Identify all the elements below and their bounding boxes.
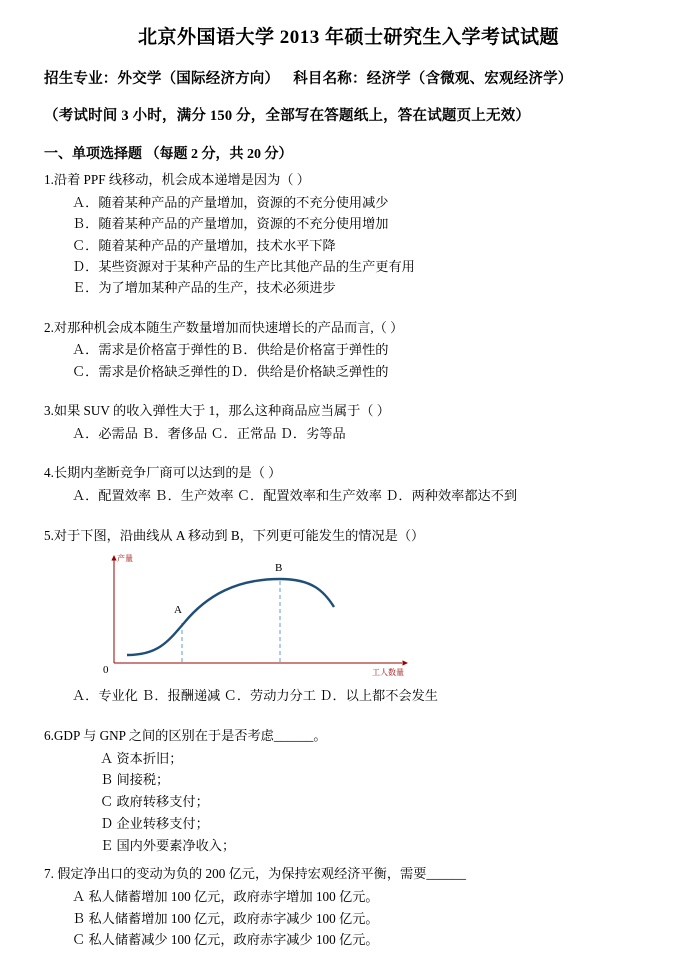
question-5 [44,526,653,707]
question-option: Ｃ 政府转移支付； [100,794,209,810]
question-stem: 5.对于下图，沿曲线从 A 移动到 B，下列更可能发生的情况是（） [44,527,425,543]
question-option: Ｄ 企业转移支付； [100,815,209,831]
question-option: Ｄ．某些资源对于某种产品的生产比其他产品的生产更有用 [72,258,415,274]
production-curve-svg [72,551,452,683]
question-2 [44,318,653,383]
question-1 [44,170,653,299]
question-7 [44,864,653,950]
point-b-label: B [275,562,283,575]
y-axis-label: 产量 [117,554,133,564]
question-stem: 2.对那种机会成本随生产数量增加而快速增长的产品而言,（ ） [44,319,404,335]
question-option: Ａ．专业化 Ｂ．报酬递减 Ｃ．劳动力分工 Ｄ．以上都不会发生 [72,688,438,704]
production-curve [127,579,334,655]
exam-notice: （考试时间 3 小时，满分 150 分，全部写在答题纸上，答在试题页上无效） [44,108,531,124]
question-6 [44,726,653,857]
origin-label: 0 [103,664,109,677]
question-stem: 1.沿着 PPF 线移动，机会成本递增是因为（ ） [44,172,310,187]
question-option: Ｂ．随着某种产品的产量增加，资源的不充分使用增加 [72,216,389,232]
section-heading: 一、单项选择题 （每题 2 分，共 20 分） [44,147,293,162]
question-option: Ｅ．为了增加某种产品的生产，技术必须进步 [72,280,336,296]
question-stem: 6.GDP 与 GNP 之间的区别在于是否考虑______。 [44,727,327,743]
question-option: Ａ 资本折旧； [100,750,183,766]
question-option: Ａ．配置效率 Ｂ．生产效率 Ｃ．配置效率和生产效率 Ｄ．两种效率都达不到 [72,488,518,504]
question-stem: 7. 假定净出口的变动为负的 200 亿元，为保持宏观经济平衡，需要______ [44,866,466,882]
y-axis-arrow [111,555,116,561]
question-option: Ｃ．随着某种产品的产量增加，技术水平下降 [72,237,336,253]
question-option: Ｃ 私人储蓄减少 100 亿元，政府赤字减少 100 亿元。 [72,931,379,947]
question-3 [44,401,653,444]
exam-meta [44,67,653,88]
question-stem: 3.如果 SUV 的收入弹性大于 1，那么这种商品应当属于（ ） [44,403,390,419]
question-option: Ａ．需求是价格富于弹性的Ｂ．供给是价格富于弹性的 [72,342,389,358]
question-option: Ａ．必需品 Ｂ．奢侈品 Ｃ．正常品 Ｄ．劣等品 [72,426,346,442]
question-option: Ｅ 国内外要素净收入； [100,837,236,853]
production-curve-figure [72,551,452,683]
question-stem: 4.长期内垄断竞争厂商可以达到的是（ ） [44,465,282,481]
page-title: 北京外国语大学 2013 年硕士研究生入学考试试题 [137,27,559,48]
x-axis-label: 工人数量 [372,668,404,678]
question-option: Ａ 私人储蓄增加 100 亿元，政府赤字增加 100 亿元。 [72,889,379,905]
question-option: Ａ．随着某种产品的产量增加，资源的不充分使用减少 [72,194,389,210]
question-option: Ｂ 间接税； [100,772,170,788]
question-4 [44,463,653,506]
x-axis-arrow [403,661,409,666]
point-a-label: A [174,604,182,617]
major-label: 招生专业：外交学（国际经济方向） [44,71,280,87]
question-option: Ｂ 私人储蓄增加 100 亿元，政府赤字减少 100 亿元。 [72,910,379,926]
subject-label: 科目名称：经济学（含微观、宏观经济学） [293,71,573,87]
question-option: Ｃ．需求是价格缺乏弹性的Ｄ．供给是价格缺乏弹性的 [72,363,389,379]
